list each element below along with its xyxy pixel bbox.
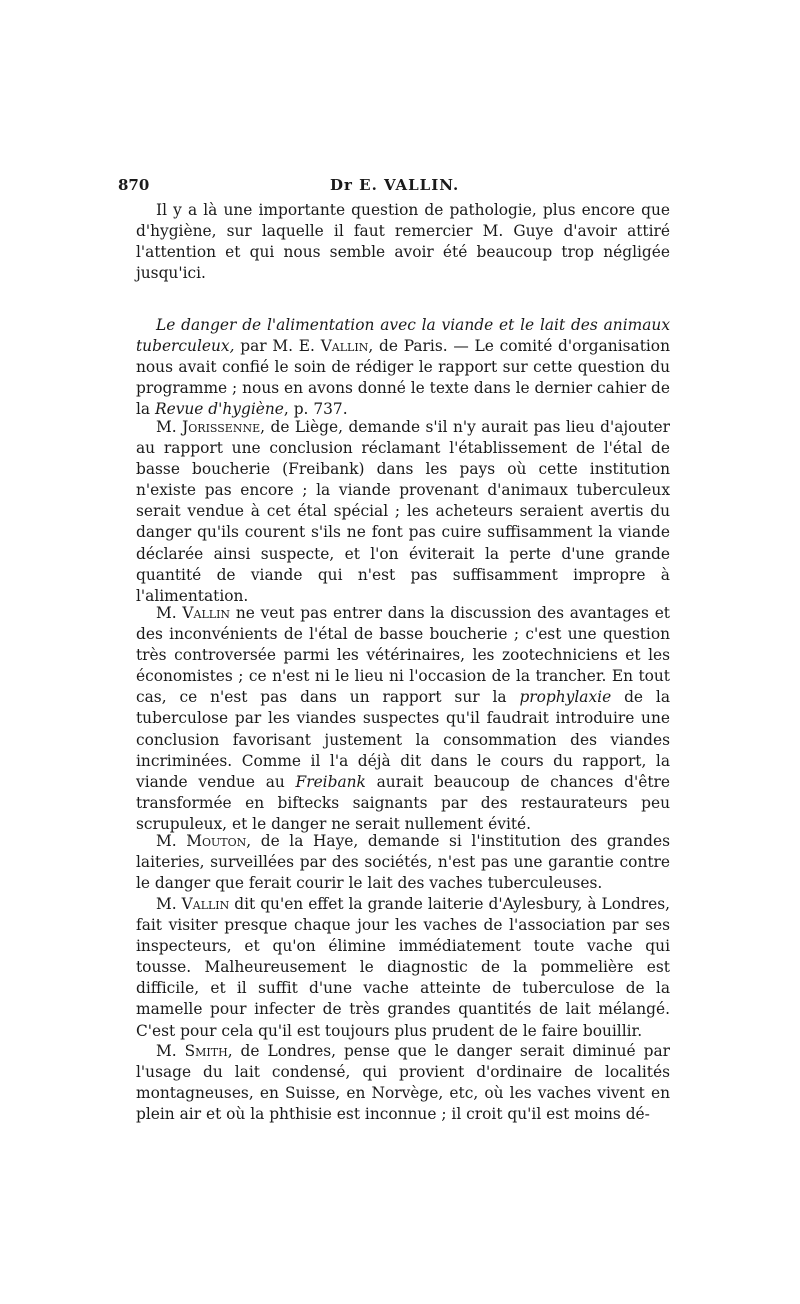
page-header [118, 176, 678, 200]
paragraph-report-title: Le danger de l'alimentation avec la viande et le lait des animaux tuberculeux, par M. E. Vallin, de Paris. — Le comité d'organisation nous avait confié le soin de rédiger le rapport sur cette question du programme ; nous en avons donné le texte dans le dernier cahier de la Revue d'hygiène, p. 737. [136, 316, 670, 419]
paragraph-text: , de Londres, pense que le danger serait diminué par l'usage du lait condensé, qui provient d'ordinaire de localités montagneuses, en Suisse, en Norvège, etc, où les vaches vivent en plein air et où la phthisie est inconnue ; il croit qu'il est moins dé- [136, 1042, 671, 1124]
speaker-name: M. E. Vallin [272, 337, 369, 356]
paragraph-vallin-aylesbury [136, 894, 670, 1042]
speaker-name: M. Jorissenne [156, 418, 261, 436]
running-head: Dr E. VALLIN. [330, 176, 460, 194]
page-number: 870 [118, 176, 150, 194]
paragraph-text: aurait beaucoup de chances d'être transformée en biftecks saignants par des restaurateurs peu scrupuleux, et le danger ne serait nullement évité. [136, 772, 670, 833]
paragraph-jorissenne [136, 417, 670, 607]
report-title: Le danger de l'alimentation avec la viande et le lait des animaux tuberculeux, [136, 316, 670, 356]
journal-title: Revue d'hygiène [155, 400, 284, 419]
paragraph-text: , de Liège, demande s'il n'y aurait pas lieu d'ajouter au rapport une conclusion réclamant l'établissement de l'étal de basse boucherie (Freibank) dans les pays où cette institution n'existe pas encore ; la viande provenant d'animaux tuberculeux serait vendue à cet étal spécial ; les acheteurs seraient avertis du danger qu'ils courent s'ils ne font pas cuire suffisamment la viande déclarée ainsi suspecte, et l'on éviterait la perte d'une grande quantité de viande qui n'est pas suffisamment impropre à l'alimentation. [136, 418, 671, 605]
paragraph-mouton [136, 831, 670, 894]
paragraph-text: de la tuberculose par les viandes suspectes qu'il faudrait introduire une conclusion favorisant justement la consommation des viandes incriminées. Comme il l'a déjà dit dans le cours du rapport, la viande vendue au [136, 688, 670, 791]
italic-term: Freibank [295, 772, 366, 791]
paragraph-vallin-freibank [136, 603, 670, 835]
speaker-name: M. Vallin [156, 895, 230, 913]
paragraph-pathologie [136, 200, 670, 284]
paragraph-text: , p. 737. [283, 400, 348, 419]
paragraph-text: , de la Haye, demande si l'institution des grandes laiteries, surveillées par des sociétés, n'est pas une garantie contre le danger que ferait courir le lait des vaches tuberculeuses. [136, 832, 670, 893]
speaker-name: M. Mouton [156, 832, 247, 850]
paragraph-text: , de Paris. — Le comité d'organisation nous avait confié le soin de rédiger le rapport sur cette question du programme ; nous en avons donné le texte dans le dernier cahier de la [136, 337, 670, 419]
italic-term: prophylaxie [519, 688, 612, 707]
speaker-name: M. Vallin [156, 604, 231, 622]
speaker-name: M. Smith [156, 1042, 228, 1060]
paragraph-text: dit qu'en effet la grande laiterie d'Aylesbury, à Londres, fait visiter presque chaque jour les vaches de l'association par ses inspecteurs, et qu'on élimine immédiatement toute vache qui tousse. Malheureusement le diagnostic de la pommelière est difficile, et il suffit d'une vache atteinte de tuberculose de la mamelle pour infecter de très grandes quantités de lait mélangé. C'est pour cela qu'il est toujours plus prudent de le faire bouillir. [136, 895, 670, 1040]
paragraph-text: Il y a là une importante question de pathologie, plus encore que d'hygiène, sur laquelle il faut remercier M. Guye d'avoir attiré l'attention et qui nous semble avoir été beaucoup trop négligée jusqu'ici. [136, 201, 670, 283]
paragraph-smith [136, 1041, 670, 1125]
paragraph-text: ne veut pas entrer dans la discussion des avantages et des inconvénients de l'étal de basse boucherie ; c'est une question très controversée parmi les vétérinaires, les zootechniciens et les économistes ; ce n'est ni le lieu ni l'occasion de la trancher. En tout cas, ce n'est pas dans un rapport sur la [136, 604, 670, 707]
